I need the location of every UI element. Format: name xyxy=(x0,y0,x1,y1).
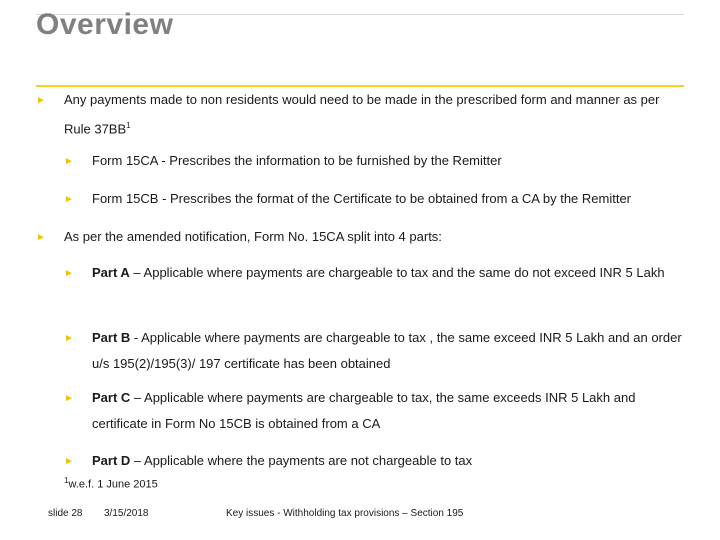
part-c-label: Part C xyxy=(92,390,131,405)
triangle-bullet-icon: ► xyxy=(64,333,74,344)
triangle-bullet-icon: ► xyxy=(64,456,74,467)
triangle-bullet-icon: ► xyxy=(64,194,74,205)
part-d-item xyxy=(92,448,686,474)
bullet-2-text: As per the amended notification, Form No. 15CA split into 4 parts: xyxy=(64,229,442,244)
part-d-text: – Applicable where the payments are not chargeable to tax xyxy=(130,453,473,468)
slide-number: slide 28 xyxy=(48,508,83,519)
part-a-label: Part A xyxy=(92,265,130,280)
bullet-1-sub-1: Form 15CA - Prescribes the information to be furnished by the Remitter xyxy=(92,153,502,168)
triangle-bullet-icon: ► xyxy=(36,95,46,106)
footnote-ref: 1 xyxy=(126,121,131,130)
bullet-1-sub-2: Form 15CB - Prescribes the format of the Certificate to be obtained from a CA by the Remitter xyxy=(92,191,632,206)
footer-date: 3/15/2018 xyxy=(104,508,149,519)
part-d-label: Part D xyxy=(92,453,131,468)
triangle-bullet-icon: ► xyxy=(64,156,74,167)
bullet-1-body: Any payments made to non residents would need to be made in the prescribed form and manner as per Rule 37BB xyxy=(64,92,660,137)
footnote-text: w.e.f. 1 June 2015 xyxy=(68,478,158,491)
part-c-text: – Applicable where payments are chargeable to tax, the same exceeds INR 5 Lakh and certificate in Form No 15CB is obtained from a CA xyxy=(92,390,636,431)
footnote xyxy=(64,476,158,491)
footnote-marker: 1 xyxy=(64,476,69,485)
footer-title: Key issues - Withholding tax provisions – Section 195 xyxy=(226,508,464,519)
part-c-item xyxy=(92,385,686,437)
page-title: Overview xyxy=(36,8,174,41)
part-b-text: - Applicable where payments are chargeable to tax , the same exceed INR 5 Lakh and an order u/s 195(2)/195(3)/ 197 certificate has been obtained xyxy=(92,330,682,371)
bullet-1-text xyxy=(64,87,686,142)
part-a-text: – Applicable where payments are chargeable to tax and the same do not exceed INR 5 Lakh xyxy=(129,265,665,280)
triangle-bullet-icon: ► xyxy=(64,393,74,404)
part-b-label: Part B xyxy=(92,330,131,345)
part-a-item xyxy=(92,260,686,286)
triangle-bullet-icon: ► xyxy=(36,232,46,243)
triangle-bullet-icon: ► xyxy=(64,268,74,279)
part-b-item xyxy=(92,325,686,377)
